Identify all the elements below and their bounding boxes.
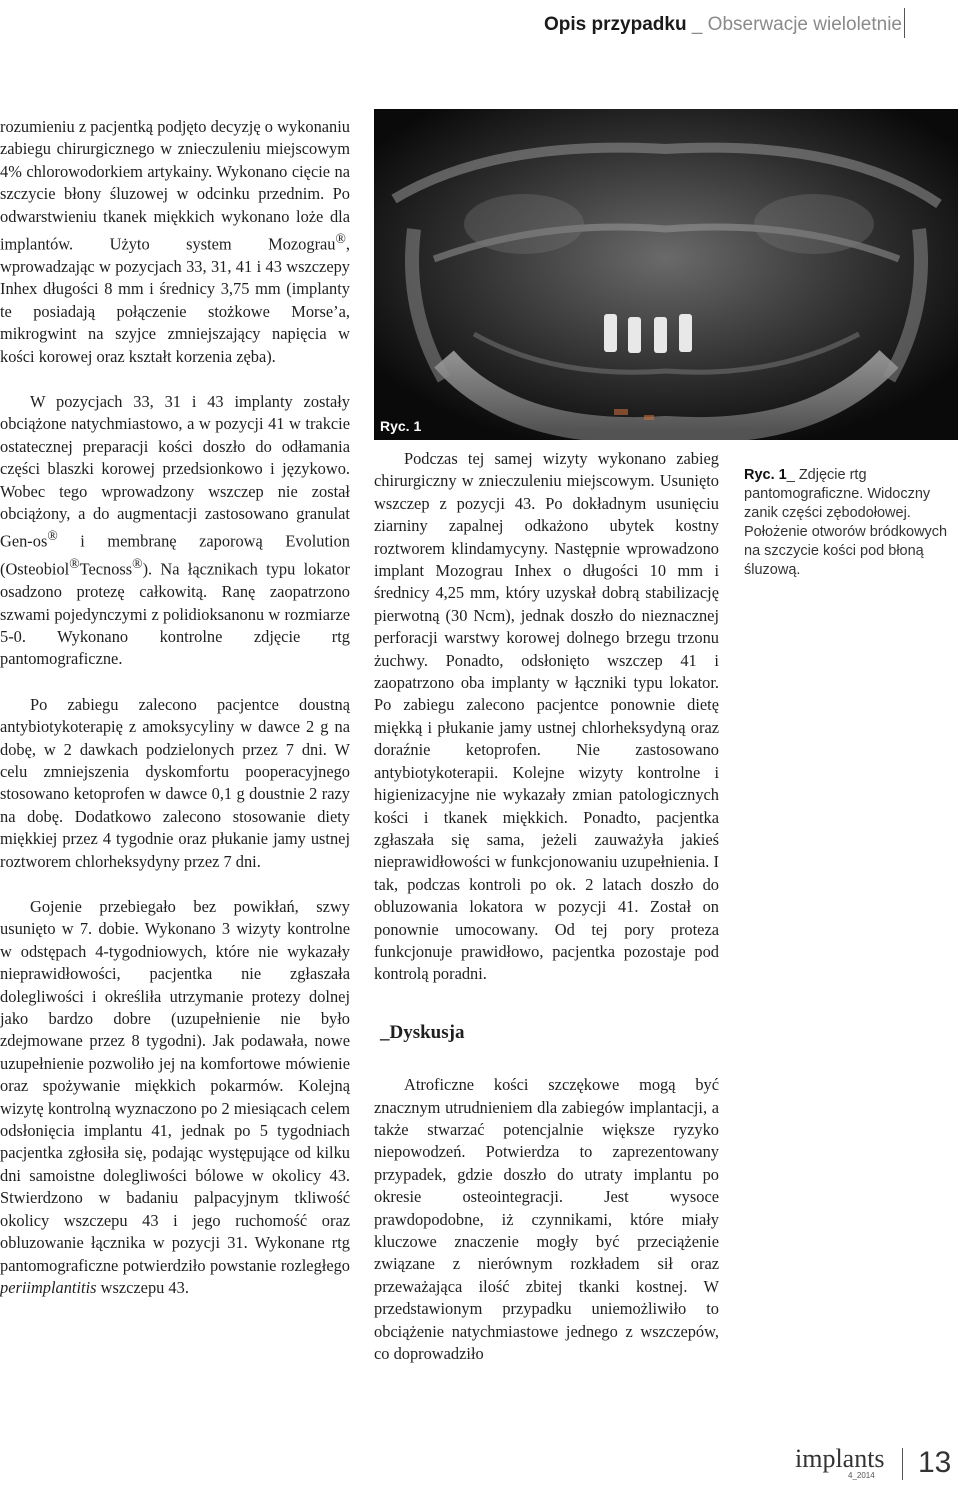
xray-image	[374, 109, 958, 440]
section-heading: _Dyskusja	[380, 1021, 465, 1043]
paragraph: Po zabiegu zalecono pacjentce doustną antybiotykoterapię z amoksycyliny w dawce 2 g na dobę, w 2 dawkach podzielonych przez 7 dni. W celu zmniejszenia dyskomfortu pooperacyjnego stosowano ketoprofen w dawce 0,1 g doustnie 2 razy na dobę. Dodatkowo zalecono stosowanie diety miękkiej przez 4 tygodnie oraz płukanie jamy ustnej roztworem chlorheksydyny przez 7 dni.	[0, 694, 350, 871]
running-header	[544, 12, 902, 38]
paragraph: Gojenie przebiegało bez powikłań, szwy usunięto w 7. dobie. Wykonano 3 wizyty kontrolne w odstępach 4-tygodniowych, które nie wykazały nieprawidłowości, pacjentka nie zgłaszała dolegliwości i określiła utrzymanie protezy dolnej jako bardzo dobre (uzupełnienie nie było zdejmowane przez 8 tygodni). Jak podawała, nowe uzupełnienie pozwoliło jej na komfortowe mówienie oraz spożywanie miękkich pokarmów. Kolejną wizytę kontrolną wyznaczono po 2 miesiącach celem odsłonięcia implantu 41, jednak po 5 tygodniach pacjentka zgłosiła się, podając występujące od kilku dni samoistne dolegliwości bólowe w okolicy 43. Stwierdzono w badaniu palpacyjnym tkliwość okolicy wszczepu 43 i jego ruchomość oraz obluzowanie łącznika w pozycji 31. Wykonane rtg pantomograficzne potwierdziło powstanie rozległego periimplantitis wszczepu 43.	[0, 897, 350, 1297]
panoramic-xray-figure	[374, 109, 958, 440]
header-subsection: Obserwacje wieloletnie	[707, 14, 902, 35]
caption-text: _ Zdjęcie rtg pantomograficzne. Widoczny zanik części zębodołowej. Położenie otworów bródkowych na szczycie kości pod błoną śluzową.	[744, 467, 948, 578]
issue-number: 4_2014	[848, 1471, 875, 1480]
footer-divider	[902, 1448, 903, 1480]
page-number: 13	[918, 1446, 952, 1479]
caption-label: Ryc. 1	[744, 467, 787, 483]
left-column	[0, 116, 350, 1322]
header-divider	[904, 8, 905, 38]
figure-caption	[744, 466, 954, 580]
middle-column	[374, 448, 719, 1388]
header-separator: _	[686, 14, 708, 35]
paragraph: Podczas tej samej wizyty wykonano zabieg chirurgiczny w znieczuleniu miejscowym. Usunięto wszczep z pozycji 43. Po dokładnym usunięciu ziarniny zapalnej odkażono ubytek kostny roztworem klindamycyny. Następnie wprowadzono implant Mozograu Inhex o długości 10 mm i średnicy 4,25 mm, który uzyskał dobrą stabilizację pierwotną (30 Ncm), jednak doszło do nieznacznej perforacji warstwy korowej dolnego brzegu trzonu żuchwy. Ponadto, odsłonięto wszczep 41 i zaopatrzono oba implanty w łączniki typu lokator. Po zabiegu zalecono pacjentce ponownie dietę miękką i płukanie jamy ustnej chlorheksydyną oraz doraźnie ketoprofen. Nie zastosowano antybiotykoterapii. Kolejne wizyty kontrolne i higienizacyjne nie wykazały zmian patologicznych kości i tkanek miękkich. Ponadto, pacjentka zgłaszała się sama, jeżeli zauważyła jakieś nieprawidłowości w funkcjonowaniu uzupełnienia. I tak, podczas kontroli po ok. 2 latach doszło do obluzowania lokatora w pozycji 41. Został on ponownie umocowany. Od tej pory proteza funkcjonuje prawidłowo, pacjentka pozostaje pod kontrolą poradni.	[374, 449, 719, 984]
paragraph: rozumieniu z pacjentką podjęto decyzję o wykonaniu zabiegu chirurgicznego w znieczuleniu miejscowym 4% chlorowodorkiem artykainy. Wykonano cięcie na szczycie błony śluzowej w odcinku przednim. Po odwarstwieniu tkanek miękkich wykonano loże dla implantów. Użyto system Mozograu®, wprowadzając w pozycjach 33, 31, 41 i 43 wszczepy Inhex długości 8 mm i średnicy 3,75 mm (implanty te posiadają połączenie stożkowe Morse’a, mikrogwint na szyjce zmniejszający napięcia w kości korowej oraz kształt korzenia zęba).	[0, 117, 350, 366]
figure-label: Ryc. 1	[380, 418, 422, 434]
paragraph: W pozycjach 33, 31 i 43 implanty zostały obciążone natychmiastowo, a w pozycji 41 w trakcie ostatecznej preparacji kości doszło do odłamania części blaszki korowej przedsionkowo i językowo. Wobec tego wprowadzony wszczep nie został obciążony, a do augmentacji zastosowano granulat Gen-os® i membranę zaporową Evolution (Osteobiol®Tecnoss®). Na łącznikach typu lokator osadzono protezę całkowitą. Ranę zaopatrzono szwami pojedynczymi z polidioksanonu w rozmiarze 5-0. Wykonano kontrolne zdjęcie rtg pantomograficzne.	[0, 391, 350, 669]
header-section: Opis przypadku	[544, 14, 687, 35]
paragraph: Atroficzne kości szczękowe mogą być znacznym utrudnieniem dla zabiegów implantacji, a także stwarzać potencjalnie większe ryzyko niepowodzeń. Potwierdza to zaprezentowany przypadek, gdzie doszło do utraty implantu po okresie osteointegracji. Jest wysoce prawdopodobne, iż czynnikami, które miały kluczowe znaczenie mogły być przeciążenie związane z nierównym rozkładem sił oraz przeważająca ilość zbitej tkanki kostnej. W przedstawionym przypadku uniemożliwiło to obciążenie natychmiastowe jednego z wszczepów, co doprowadziło	[374, 1075, 719, 1364]
journal-logo: implants	[795, 1444, 885, 1473]
